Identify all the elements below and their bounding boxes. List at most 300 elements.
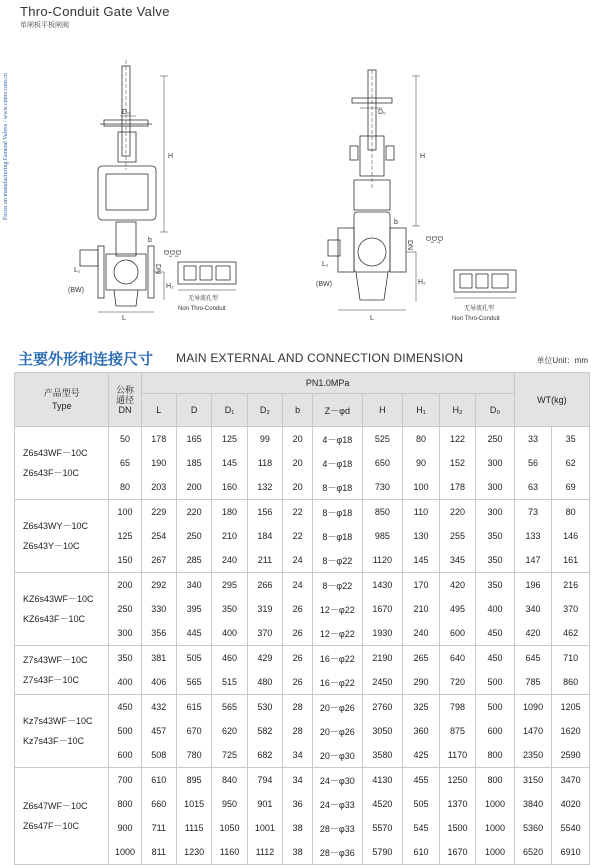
table-cell: 145: [212, 451, 247, 475]
dn-cell: 250: [109, 597, 141, 621]
left-label-d0: D₀: [122, 109, 130, 116]
model-name: KZ6s43F－10C: [23, 614, 86, 624]
table-cell: 250: [176, 524, 211, 548]
table-cell: 785: [514, 670, 552, 695]
table-cell: 20: [283, 475, 313, 500]
table-cell: 340: [176, 573, 211, 598]
table-cell: 850: [362, 500, 403, 525]
table-cell: 1112: [247, 840, 282, 865]
table-cell: 4520: [362, 792, 403, 816]
left-label-h: H: [168, 153, 174, 160]
dn-cell: 900: [109, 816, 141, 840]
right-note-en: Non Thro-Conduit: [452, 316, 500, 322]
table-cell: 33: [514, 427, 552, 452]
table-cell: 24－φ33: [313, 792, 362, 816]
table-cell: 395: [176, 597, 211, 621]
table-cell: 267: [141, 548, 176, 573]
table-cell: 319: [247, 597, 282, 621]
table-cell: 505: [403, 792, 439, 816]
dn-cell: 500: [109, 719, 141, 743]
table-cell: 161: [552, 548, 590, 573]
model-name: Z6s43WY－10C: [23, 521, 89, 531]
table-cell: 8－φ22: [313, 573, 362, 598]
table-cell: 640: [439, 646, 475, 671]
table-cell: 1205: [552, 695, 590, 720]
table-cell: 73: [514, 500, 552, 525]
table-cell: 26: [283, 621, 313, 646]
header-type-cn: 产品型号: [43, 387, 80, 398]
table-cell: 216: [552, 573, 590, 598]
column-header: D₁: [212, 394, 247, 427]
table-cell: 610: [141, 768, 176, 793]
table-cell: 645: [514, 646, 552, 671]
table-cell: 5540: [552, 816, 590, 840]
table-cell: 381: [141, 646, 176, 671]
table-cell: 4－φ18: [313, 451, 362, 475]
table-cell: 63: [514, 475, 552, 500]
table-cell: 4130: [362, 768, 403, 793]
table-cell: 99: [247, 427, 282, 452]
left-note-cn: 无导流孔型: [188, 296, 219, 302]
table-cell: 798: [439, 695, 475, 720]
table-cell: 300: [476, 500, 515, 525]
table-cell: 650: [362, 451, 403, 475]
left-label-bw: (BW): [68, 287, 84, 294]
table-cell: 670: [176, 719, 211, 743]
table-cell: 565: [212, 695, 247, 720]
table-cell: 300: [476, 451, 515, 475]
left-label-b: b: [148, 237, 152, 244]
table-cell: 720: [439, 670, 475, 695]
table-cell: 5570: [362, 816, 403, 840]
table-cell: 350: [476, 573, 515, 598]
right-note-cn: 无导流孔型: [464, 306, 495, 312]
table-cell: 325: [403, 695, 439, 720]
table-cell: 1230: [176, 840, 211, 865]
header-pressure: PN1.0MPa: [141, 373, 514, 394]
table-cell: 34: [283, 743, 313, 768]
table-cell: 38: [283, 816, 313, 840]
table-cell: 370: [552, 597, 590, 621]
left-label-l: L: [122, 315, 126, 322]
left-note-en: Non Thro-Conduit: [178, 306, 226, 312]
table-cell: 1000: [476, 816, 515, 840]
table-cell: 901: [247, 792, 282, 816]
table-cell: 1000: [476, 840, 515, 865]
table-cell: 400: [212, 621, 247, 646]
table-cell: 6910: [552, 840, 590, 865]
model-name: Kz7s43F－10C: [23, 736, 85, 746]
table-cell: 1120: [362, 548, 403, 573]
table-cell: 895: [176, 768, 211, 793]
table-cell: 254: [141, 524, 176, 548]
table-cell: 515: [212, 670, 247, 695]
dn-cell: 700: [109, 768, 141, 793]
table-cell: 28－φ33: [313, 816, 362, 840]
table-cell: 525: [362, 427, 403, 452]
table-cell: 545: [403, 816, 439, 840]
header-dn-en: DN: [118, 404, 132, 415]
table-cell: 80: [552, 500, 590, 525]
table-cell: 80: [403, 427, 439, 452]
model-cell: [15, 768, 109, 865]
dn-cell: 50: [109, 427, 141, 452]
dn-cell: 100: [109, 500, 141, 525]
section-title-en: MAIN EXTERNAL AND CONNECTION DIMENSION: [176, 351, 464, 365]
table-cell: 22: [283, 500, 313, 525]
table-cell: 370: [247, 621, 282, 646]
table-cell: 2760: [362, 695, 403, 720]
right-label-h2: H₂: [418, 279, 426, 286]
table-cell: 432: [141, 695, 176, 720]
table-cell: 450: [476, 646, 515, 671]
column-header: Z－φd: [313, 394, 362, 427]
column-header: H: [362, 394, 403, 427]
header-wt: WT(kg): [514, 373, 589, 427]
table-cell: 28: [283, 695, 313, 720]
right-label-h: H: [420, 153, 426, 160]
table-header: [15, 373, 590, 427]
table-cell: 200: [176, 475, 211, 500]
model-cell: [15, 695, 109, 768]
table-cell: 1430: [362, 573, 403, 598]
right-label-d2: D₂: [436, 236, 443, 244]
dimension-table: [14, 372, 590, 865]
dn-cell: 350: [109, 646, 141, 671]
right-label-b: b: [394, 219, 398, 226]
table-cell: 425: [403, 743, 439, 768]
table-row: [15, 646, 590, 671]
table-cell: 125: [212, 427, 247, 452]
dn-cell: 150: [109, 548, 141, 573]
table-cell: 5790: [362, 840, 403, 865]
column-header: L: [141, 394, 176, 427]
table-cell: 455: [403, 768, 439, 793]
table-cell: 1470: [514, 719, 552, 743]
table-cell: 90: [403, 451, 439, 475]
table-cell: 780: [176, 743, 211, 768]
table-cell: 462: [552, 621, 590, 646]
table-cell: 1000: [476, 792, 515, 816]
table-cell: 356: [141, 621, 176, 646]
table-cell: 20: [283, 451, 313, 475]
table-cell: 28－φ36: [313, 840, 362, 865]
right-label-d1: D₁: [430, 236, 437, 244]
table-cell: 950: [212, 792, 247, 816]
header-type-en: Type: [51, 400, 72, 411]
left-label-dn: DN: [154, 264, 161, 275]
table-cell: 145: [403, 548, 439, 573]
table-cell: 147: [514, 548, 552, 573]
table-cell: 1670: [439, 840, 475, 865]
section-title-cn: 主要外形和连接尺寸: [18, 351, 154, 368]
table-cell: 20－φ30: [313, 743, 362, 768]
header-dn: [109, 373, 141, 427]
table-cell: 420: [514, 621, 552, 646]
table-cell: 12－φ22: [313, 621, 362, 646]
model-name: Z6s47F－10C: [23, 821, 80, 831]
table-cell: 1250: [439, 768, 475, 793]
table-cell: 8－φ18: [313, 500, 362, 525]
model-name: Z6s43WF－10C: [23, 448, 88, 458]
table-cell: 1160: [212, 840, 247, 865]
table-cell: 178: [141, 427, 176, 452]
table-cell: 582: [247, 719, 282, 743]
table-cell: 505: [176, 646, 211, 671]
table-row: [15, 573, 590, 598]
table-cell: 6520: [514, 840, 552, 865]
column-header: D₀: [476, 394, 515, 427]
table-cell: 8－φ22: [313, 548, 362, 573]
table-cell: 16－φ22: [313, 670, 362, 695]
table-cell: 340: [514, 597, 552, 621]
table-cell: 24: [283, 548, 313, 573]
table-cell: 160: [212, 475, 247, 500]
table-cell: 211: [247, 548, 282, 573]
table-cell: 180: [212, 500, 247, 525]
table-cell: 132: [247, 475, 282, 500]
table-cell: 110: [403, 500, 439, 525]
table-cell: 811: [141, 840, 176, 865]
table-cell: 1115: [176, 816, 211, 840]
table-cell: 480: [247, 670, 282, 695]
table-cell: 800: [476, 743, 515, 768]
column-header: H₂: [439, 394, 475, 427]
table-cell: 1170: [439, 743, 475, 768]
table-cell: 710: [552, 646, 590, 671]
column-header: H₁: [403, 394, 439, 427]
table-cell: 240: [403, 621, 439, 646]
table-cell: 190: [141, 451, 176, 475]
valve-drawings: [60, 40, 560, 340]
table-cell: 330: [141, 597, 176, 621]
model-name: Z6s47WF－10C: [23, 801, 88, 811]
table-cell: 210: [403, 597, 439, 621]
table-cell: 229: [141, 500, 176, 525]
table-cell: 711: [141, 816, 176, 840]
table-body: [15, 427, 590, 865]
table-cell: 118: [247, 451, 282, 475]
dn-cell: 200: [109, 573, 141, 598]
table-cell: 840: [212, 768, 247, 793]
table-cell: 12－φ22: [313, 597, 362, 621]
table-cell: 565: [176, 670, 211, 695]
model-cell: [15, 427, 109, 500]
table-cell: 170: [403, 573, 439, 598]
table-cell: 152: [439, 451, 475, 475]
table-cell: 600: [476, 719, 515, 743]
model-cell: [15, 646, 109, 695]
table-cell: 250: [476, 427, 515, 452]
unit-label: 单位Unit：mm: [536, 356, 588, 365]
right-label-d0: D₀: [378, 109, 386, 116]
model-name: KZ6s43WF－10C: [23, 594, 94, 604]
table-cell: 26: [283, 597, 313, 621]
header-dn-cn2: 通径: [115, 394, 134, 405]
table-cell: 1670: [362, 597, 403, 621]
right-drawing: [328, 70, 516, 310]
table-cell: 255: [439, 524, 475, 548]
table-cell: 26: [283, 646, 313, 671]
left-label-l1: L₁: [74, 267, 81, 274]
table-cell: 800: [476, 768, 515, 793]
table-cell: 290: [403, 670, 439, 695]
table-cell: 725: [212, 743, 247, 768]
table-cell: 3050: [362, 719, 403, 743]
header-dn-cn1: 公称: [115, 384, 134, 395]
table-cell: 2590: [552, 743, 590, 768]
table-cell: 8－φ18: [313, 475, 362, 500]
model-name: Z6s43F－10C: [23, 468, 80, 478]
dn-cell: 300: [109, 621, 141, 646]
table-cell: 3840: [514, 792, 552, 816]
table-cell: 1930: [362, 621, 403, 646]
left-label-d: D: [162, 250, 169, 256]
right-label-d: D: [424, 236, 431, 242]
table-cell: 20: [283, 427, 313, 452]
table-cell: 350: [212, 597, 247, 621]
table-cell: 508: [141, 743, 176, 768]
table-cell: 1050: [212, 816, 247, 840]
table-cell: 615: [176, 695, 211, 720]
table-cell: 100: [403, 475, 439, 500]
table-cell: 34: [283, 768, 313, 793]
table-cell: 3150: [514, 768, 552, 793]
table-cell: 38: [283, 840, 313, 865]
table-cell: 406: [141, 670, 176, 695]
page-subtitle: 单闸板平板闸阀: [20, 22, 69, 29]
dn-cell: 800: [109, 792, 141, 816]
table-cell: 295: [212, 573, 247, 598]
right-label-l1: L₁: [322, 261, 329, 268]
table-cell: 420: [439, 573, 475, 598]
table-cell: 345: [439, 548, 475, 573]
table-cell: 22: [283, 524, 313, 548]
table-cell: 400: [476, 597, 515, 621]
table-cell: 460: [212, 646, 247, 671]
left-label-d1: D₁: [168, 250, 175, 258]
table-row: [15, 427, 590, 452]
table-cell: 20－φ26: [313, 695, 362, 720]
table-cell: 875: [439, 719, 475, 743]
right-label-dn: DN: [406, 240, 413, 251]
dn-cell: 400: [109, 670, 141, 695]
table-cell: 8－φ18: [313, 524, 362, 548]
table-cell: 122: [439, 427, 475, 452]
table-cell: 62: [552, 451, 590, 475]
table-cell: 4－φ18: [313, 427, 362, 452]
table-cell: 1370: [439, 792, 475, 816]
table-cell: 20－φ26: [313, 719, 362, 743]
table-cell: 500: [476, 695, 515, 720]
table-cell: 445: [176, 621, 211, 646]
table-cell: 360: [403, 719, 439, 743]
table-cell: 794: [247, 768, 282, 793]
table-cell: 146: [552, 524, 590, 548]
table-cell: 2190: [362, 646, 403, 671]
table-cell: 265: [403, 646, 439, 671]
table-cell: 1620: [552, 719, 590, 743]
table-cell: 24: [283, 573, 313, 598]
model-name: Z6s43Y－10C: [23, 541, 80, 551]
dn-cell: 80: [109, 475, 141, 500]
table-cell: 429: [247, 646, 282, 671]
column-header: D₂: [247, 394, 282, 427]
table-cell: 24－φ30: [313, 768, 362, 793]
table-cell: 730: [362, 475, 403, 500]
dn-cell: 600: [109, 743, 141, 768]
table-cell: 350: [476, 524, 515, 548]
table-row: [15, 500, 590, 525]
table-cell: 220: [439, 500, 475, 525]
table-cell: 530: [247, 695, 282, 720]
table-cell: 156: [247, 500, 282, 525]
table-cell: 660: [141, 792, 176, 816]
table-cell: 69: [552, 475, 590, 500]
table-cell: 600: [439, 621, 475, 646]
table-cell: 620: [212, 719, 247, 743]
left-label-d2: D₂: [174, 250, 181, 258]
table-cell: 450: [476, 621, 515, 646]
right-label-l: L: [370, 315, 374, 322]
header-type: [15, 373, 109, 427]
table-cell: 210: [212, 524, 247, 548]
table-cell: 165: [176, 427, 211, 452]
dn-cell: 65: [109, 451, 141, 475]
table-row: [15, 768, 590, 793]
table-cell: 495: [439, 597, 475, 621]
table-cell: 56: [514, 451, 552, 475]
model-cell: [15, 500, 109, 573]
column-header: D: [176, 394, 211, 427]
table-cell: 240: [212, 548, 247, 573]
table-cell: 36: [283, 792, 313, 816]
table-cell: 1500: [439, 816, 475, 840]
left-label-h2: H₂: [166, 283, 174, 290]
table-cell: 133: [514, 524, 552, 548]
table-cell: 4020: [552, 792, 590, 816]
table-cell: 292: [141, 573, 176, 598]
model-cell: [15, 573, 109, 646]
table-cell: 860: [552, 670, 590, 695]
table-cell: 266: [247, 573, 282, 598]
table-cell: 196: [514, 573, 552, 598]
table-cell: 130: [403, 524, 439, 548]
table-cell: 3580: [362, 743, 403, 768]
model-name: Z7s43F－10C: [23, 675, 80, 685]
table-cell: 178: [439, 475, 475, 500]
table-cell: 1001: [247, 816, 282, 840]
right-label-bw: (BW): [316, 281, 332, 288]
table-cell: 2450: [362, 670, 403, 695]
table-cell: 184: [247, 524, 282, 548]
table-cell: 1090: [514, 695, 552, 720]
table-cell: 285: [176, 548, 211, 573]
side-note: Focus on manufacturing General Valves / www.cnmv.com.cn: [3, 73, 9, 220]
left-drawing: [80, 60, 236, 312]
dn-cell: 1000: [109, 840, 141, 865]
table-cell: 682: [247, 743, 282, 768]
table-cell: 2350: [514, 743, 552, 768]
table-cell: 300: [476, 475, 515, 500]
table-cell: 16－φ22: [313, 646, 362, 671]
table-cell: 500: [476, 670, 515, 695]
table-cell: 203: [141, 475, 176, 500]
table-cell: 5360: [514, 816, 552, 840]
table-cell: 35: [552, 427, 590, 452]
table-cell: 457: [141, 719, 176, 743]
section-header: [14, 347, 592, 367]
